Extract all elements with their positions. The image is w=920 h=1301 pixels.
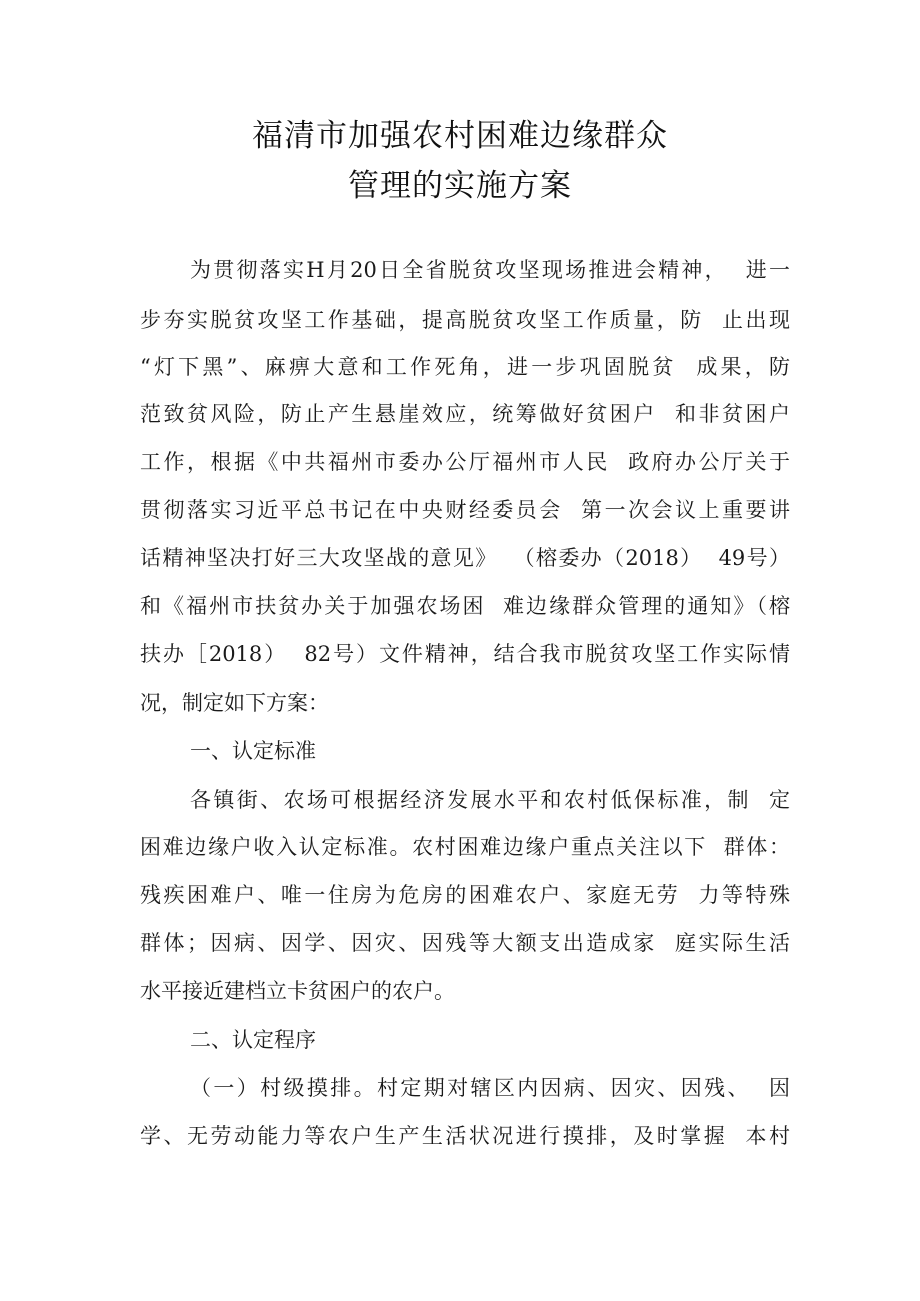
paragraph-line: 工作，根据《中共福州市委办公厅福州市人民 政府办公厅关于 xyxy=(140,450,790,474)
document-title-line-2: 管理的实施方案 xyxy=(348,168,572,204)
paragraph-line: 困难边缘户收入认定标准。农村困难边缘户重点关注以下 群体： xyxy=(140,835,790,859)
paragraph-line: 况，制定如下方案： xyxy=(140,691,329,715)
paragraph-line: （一）村级摸排。村定期对辖区内因病、因灾、因残、 因 xyxy=(190,1076,790,1100)
document-title-line-1: 福清市加强农村困难边缘群众 xyxy=(252,118,668,154)
paragraph-line: 范致贫风险，防止产生悬崖效应，统筹做好贫困户 和非贫困户 xyxy=(140,402,790,426)
paragraph-line: 学、无劳动能力等农户生产生活状况进行摸排，及时掌握 本村 xyxy=(140,1124,790,1148)
paragraph-line: 话精神坚决打好三大攻坚战的意见》 （榕委办（2018） 49号） xyxy=(140,546,790,570)
paragraph-line: 步夯实脱贫攻坚工作基础，提高脱贫攻坚工作质量，防 止出现 xyxy=(140,308,790,332)
section-heading: 一、认定标准 xyxy=(190,739,316,763)
paragraph-line: “灯下黑”、麻痹大意和工作死角，进一步巩固脱贫 成果，防 xyxy=(140,355,790,379)
paragraph-line: 扶办［2018） 82号）文件精神，结合我市脱贫攻坚工作实际情 xyxy=(140,642,790,666)
paragraph-line: 为贯彻落实H月20日全省脱贫攻坚现场推进会精神， 进一 xyxy=(190,258,790,282)
paragraph-line: 水平接近建档立卡贫困户的农户。 xyxy=(140,979,455,1003)
section-heading: 二、认定程序 xyxy=(190,1028,316,1052)
paragraph-line: 各镇街、农场可根据经济发展水平和农村低保标准，制 定 xyxy=(190,788,790,812)
paragraph-line: 群体；因病、因学、因灾、因残等大额支出造成家 庭实际生活 xyxy=(140,931,790,955)
paragraph-line: 残疾困难户、唯一住房为危房的困难农户、家庭无劳 力等特殊 xyxy=(140,883,790,907)
paragraph-line: 贯彻落实习近平总书记在中央财经委员会 第一次会议上重要讲 xyxy=(140,498,790,522)
paragraph-line: 和《福州市扶贫办关于加强农场困 难边缘群众管理的通知》（榕 xyxy=(140,594,790,618)
